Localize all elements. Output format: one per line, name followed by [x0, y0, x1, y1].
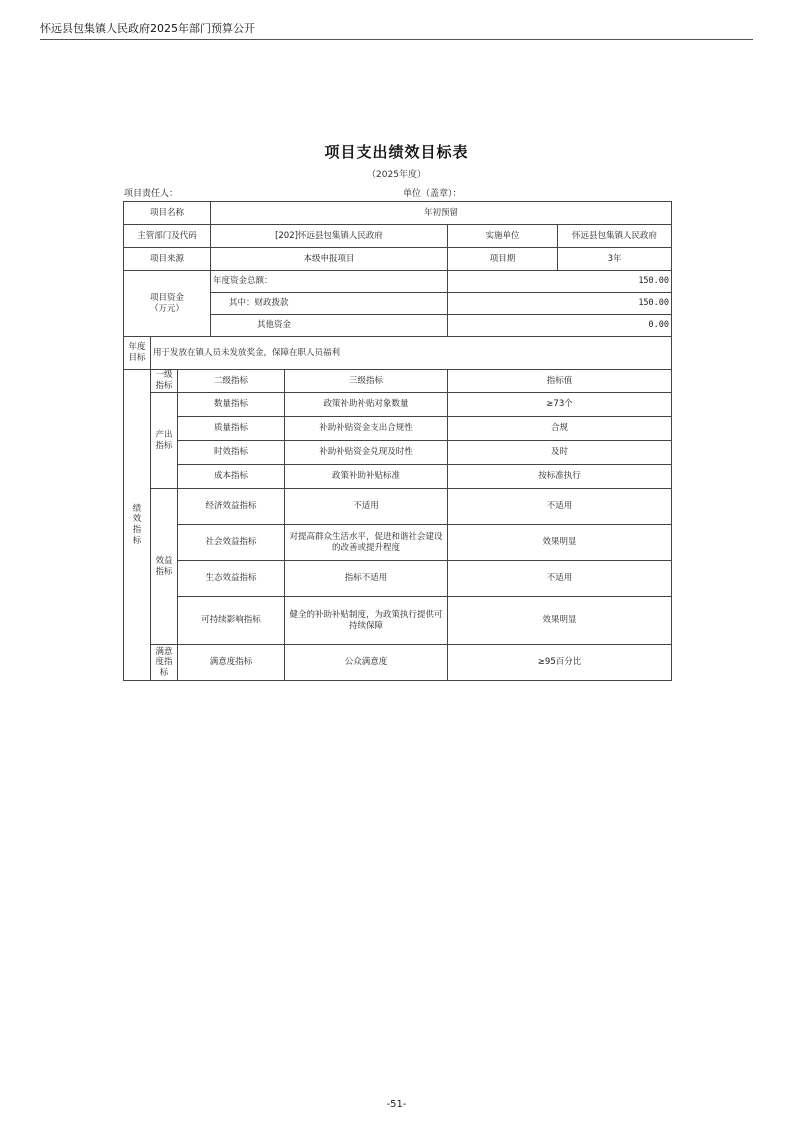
row-source: [124, 248, 672, 271]
funds-other-label: 其他资金: [211, 315, 448, 337]
output-level3: 政策补助补贴对象数量: [285, 393, 448, 417]
benefit-value: 效果明显: [448, 525, 672, 561]
table-row: [124, 393, 672, 417]
table-row: [124, 597, 672, 645]
table-row: [124, 417, 672, 441]
header-level2: 二级指标: [178, 370, 285, 393]
benefit-level3: 健全的补助补贴制度，为政策执行提供可持续保障: [285, 597, 448, 645]
funds-label: 项目资金 （万元）: [124, 271, 211, 337]
output-value: ≥73个: [448, 393, 672, 417]
source-label: 项目来源: [124, 248, 211, 271]
satisfaction-level2: 满意度指标: [178, 645, 285, 681]
table-row: [124, 645, 672, 681]
row-indicator-header: [124, 370, 672, 393]
annual-goal-value: 用于发放在镇人员未发放奖金，保障在职人员福利: [151, 337, 672, 370]
satisfaction-value: ≥95百分比: [448, 645, 672, 681]
output-indicator-label: 产出 指标: [151, 393, 178, 489]
dept-label: 主管部门及代码: [124, 225, 211, 248]
table-row: [124, 525, 672, 561]
benefit-value: 效果明显: [448, 597, 672, 645]
output-value: 及时: [448, 441, 672, 465]
period-value: 3年: [558, 248, 672, 271]
funds-other-value: 0.00: [448, 315, 672, 337]
document-header-title: 怀远县包集镇人民政府2025年部门预算公开: [40, 22, 255, 35]
funds-fiscal-value: 150.00: [448, 293, 672, 315]
output-value: 按标准执行: [448, 465, 672, 489]
row-project-name: [124, 202, 672, 225]
impl-unit-label: 实施单位: [448, 225, 558, 248]
benefit-value: 不适用: [448, 489, 672, 525]
funds-total-value: 150.00: [448, 271, 672, 293]
benefit-level2: 经济效益指标: [178, 489, 285, 525]
benefit-level3: 不适用: [285, 489, 448, 525]
benefit-level3: 指标不适用: [285, 561, 448, 597]
row-department: [124, 225, 672, 248]
page-number: -51-: [386, 1099, 407, 1110]
period-label: 项目期: [448, 248, 558, 271]
satisfaction-indicator-label: 满意 度指 标: [151, 645, 178, 681]
table-row: [124, 561, 672, 597]
satisfaction-level3: 公众满意度: [285, 645, 448, 681]
source-value: 本级申报项目: [211, 248, 448, 271]
performance-target-table: [123, 201, 672, 681]
benefit-level3: 对提高群众生活水平，促进和谐社会建设的改善或提升程度: [285, 525, 448, 561]
output-level2: 质量指标: [178, 417, 285, 441]
table-row: [124, 441, 672, 465]
header-value: 指标值: [448, 370, 672, 393]
project-name-value: 年初预留: [211, 202, 672, 225]
output-level3: 补助补贴资金支出合规性: [285, 417, 448, 441]
table-row: [124, 465, 672, 489]
benefit-value: 不适用: [448, 561, 672, 597]
project-name-label: 项目名称: [124, 202, 211, 225]
benefit-level2: 可持续影响指标: [178, 597, 285, 645]
benefit-level2: 社会效益指标: [178, 525, 285, 561]
benefit-indicator-label: 效益 指标: [151, 489, 178, 645]
annual-goal-label: 年度 目标: [124, 337, 151, 370]
table-row: [124, 489, 672, 525]
header-divider: [40, 39, 753, 40]
header-level3: 三级指标: [285, 370, 448, 393]
funds-fiscal-label: 其中：财政拨款: [211, 293, 448, 315]
responsible-person-label: 项目责任人：: [124, 189, 179, 199]
output-level2: 数量指标: [178, 393, 285, 417]
unit-seal-label: 单位（盖章）：: [403, 189, 462, 199]
output-value: 合规: [448, 417, 672, 441]
row-annual-goal: [124, 337, 672, 370]
output-level3: 政策补助补贴标准: [285, 465, 448, 489]
fiscal-year: （2025年度）: [367, 170, 426, 180]
output-level3: 补助补贴资金兑现及时性: [285, 441, 448, 465]
dept-value: [202]怀远县包集镇人民政府: [211, 225, 448, 248]
output-level2: 时效指标: [178, 441, 285, 465]
funds-total-label: 年度资金总额：: [211, 271, 448, 293]
impl-unit-value: 怀远县包集镇人民政府: [558, 225, 672, 248]
row-funds-total: [124, 271, 672, 293]
perf-section-label: 绩 效 指 标: [124, 370, 151, 681]
header-level1: 一级 指标: [151, 370, 178, 393]
output-level2: 成本指标: [178, 465, 285, 489]
table-title: 项目支出绩效目标表: [324, 143, 469, 161]
benefit-level2: 生态效益指标: [178, 561, 285, 597]
